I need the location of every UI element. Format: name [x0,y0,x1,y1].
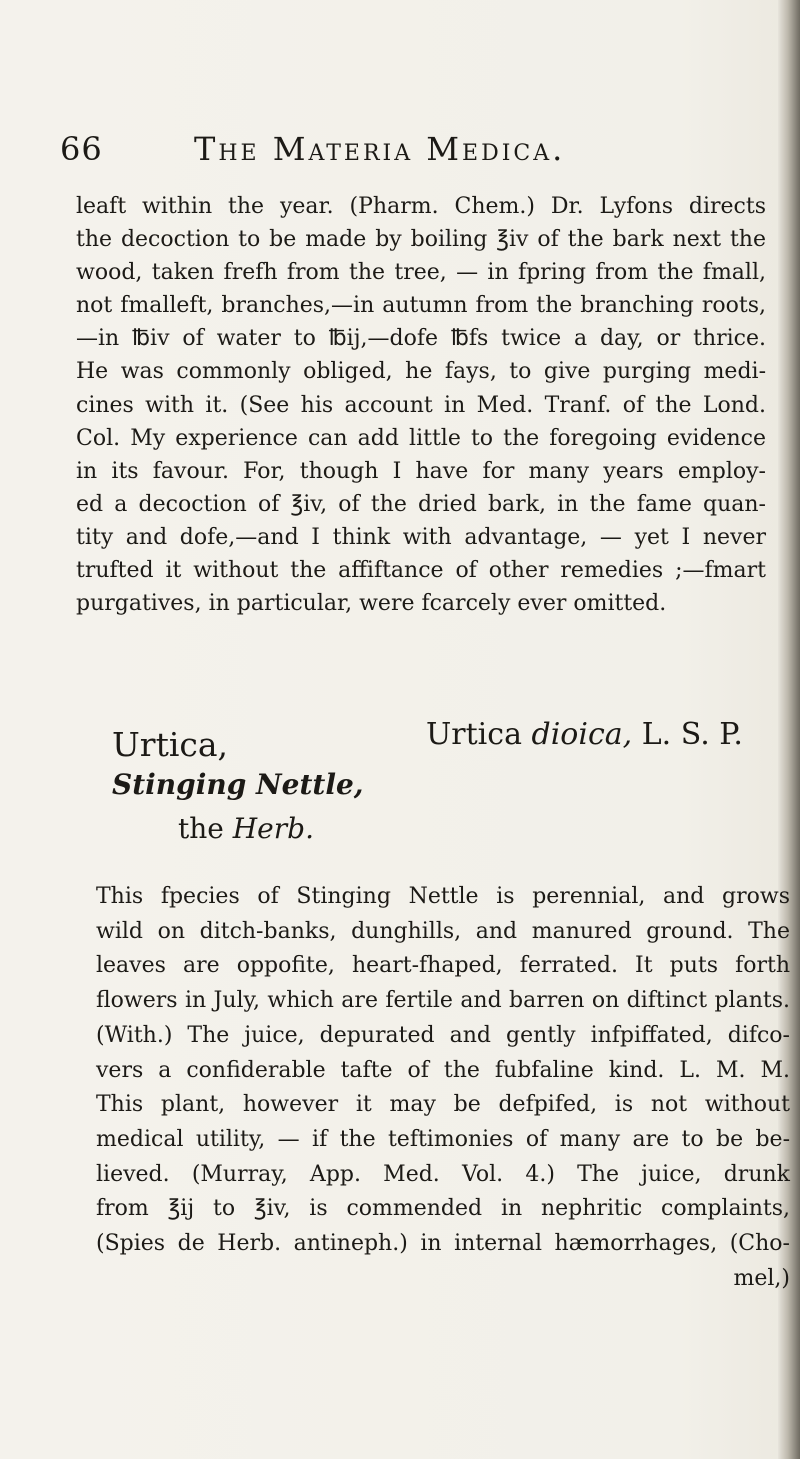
part-name: Herb. [232,812,314,845]
page-number: 66 [60,130,103,168]
text-line: from ℥ij to ℥iv, is commended in nephritic complaints, [96,1196,790,1222]
official-name-genus: Urtica [426,717,532,752]
text-line: not fmalleft, branches,—in autumn from the branching roots, [76,293,766,319]
official-name-species: dioica, [531,717,633,752]
text-line: medical utility, — if the teftimonies of many are to be be- [96,1126,790,1152]
text-line: purgatives, in particular, were fcarcely ever omitted. [76,591,667,617]
text-line: lieved. (Murray, App. Med. Vol. 4.) The juice, drunk [96,1161,790,1187]
page-header [60,130,750,180]
text-line: cines with it. (See his account in Med. Tranf. of the Lond. [76,392,766,418]
text-line: This plant, however it may be defpifed, is not without [96,1092,790,1118]
text-line: leaft within the year. (Pharm. Chem.) Dr. Lyfons directs [76,194,766,219]
text-line: ed a decoction of ℥iv, of the dried bark, in the fame quan- [76,491,766,517]
official-name-suffix: L. S. P. [632,717,743,752]
text-line: flowers in July, which are fertile and barren on diftinct plants. [96,988,790,1014]
entry-common-name: Stinging Nettle, [112,768,364,801]
text-line: This fpecies of Stinging Nettle is perennial, and grows [96,884,790,909]
entry-official-name [426,717,743,752]
text-line: (Spies de Herb. antineph.) in internal hæmorrhages, (Cho- [96,1231,790,1257]
text-line: vers a confiderable tafte of the fubfaline kind. L. M. M. [96,1057,790,1083]
text-line: wild on ditch-banks, dunghills, and manured ground. The [96,918,790,944]
running-title: The Materia Medica. [194,130,566,168]
text-line: (With.) The juice, depurated and gently infpiffated, difco- [96,1022,790,1048]
text-line: —in ℔iv of water to ℔ij,—dofe ℔fs twice a day, or thrice. [76,326,766,352]
entry-description [96,880,790,1296]
text-line: the decoction to be made by boiling ℥iv of the bark next the [76,227,766,253]
entry-title: Urtica, [112,725,229,764]
text-line: trufted it without the affiftance of other remedies ;—fmart [76,558,766,584]
text-line: tity and dofe,—and I think with advantage, — yet I never [76,524,766,550]
text-line: wood, taken frefh from the tree, — in fpring from the fmall, [76,260,766,286]
text-line: leaves are oppofite, heart-fhaped, ferrated. It puts forth [96,953,790,979]
text-line: in its favour. For, though I have for many years employ- [76,458,766,484]
text-line: Col. My experience can add little to the foregoing evidence [76,425,766,451]
entry-part-used [178,812,314,845]
part-prefix: the [178,812,233,845]
text-line: mel,) [733,1265,790,1291]
paragraph-continuation [76,190,766,620]
text-line: He was commonly obliged, he fays, to give purging medi- [76,359,766,385]
